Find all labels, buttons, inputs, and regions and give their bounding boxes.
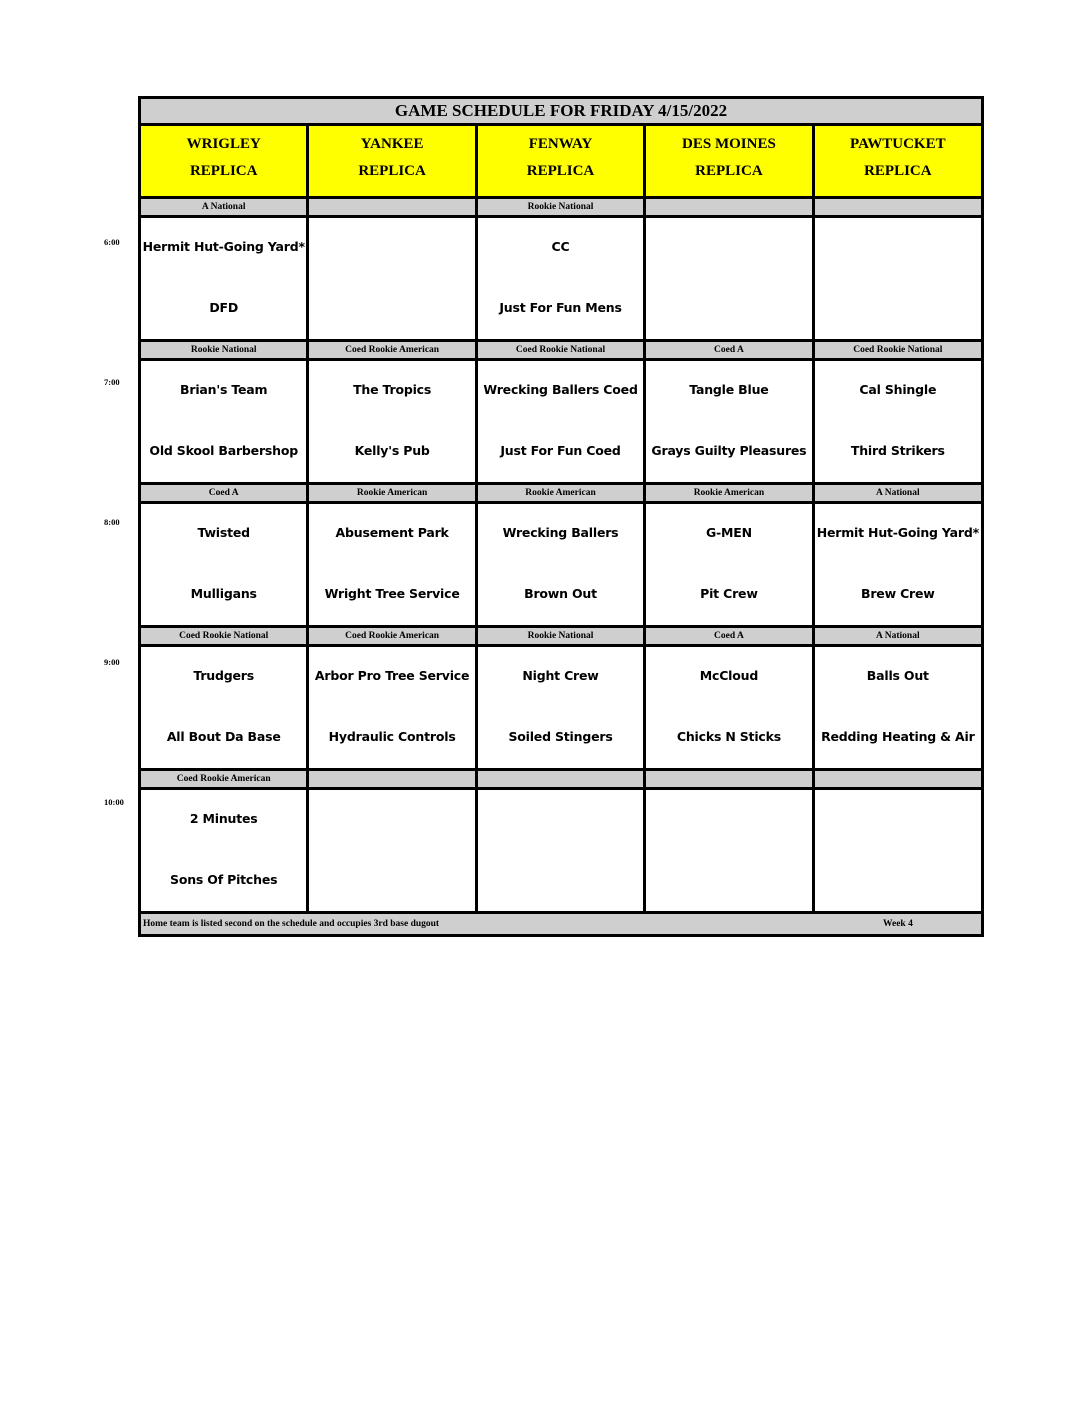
home-team: Just For Fun Mens (499, 300, 622, 315)
home-team: All Bout Da Base (166, 729, 281, 744)
home-team: Chicks N Sticks (676, 729, 781, 744)
time-label-6: 6:00 (104, 237, 120, 247)
away-team: Wrecking Ballers (502, 525, 619, 540)
division-label: Coed A (646, 628, 814, 644)
venue-header-row (141, 126, 981, 199)
venue-des-moines: DES MOINES REPLICA (646, 126, 814, 196)
division-label: Coed Rookie National (478, 342, 646, 358)
home-team: Old Skool Barbershop (149, 443, 298, 458)
home-team: DFD (209, 300, 239, 315)
home-team: Wright Tree Service (324, 586, 460, 601)
game-cell (815, 647, 981, 768)
division-label: Rookie National (478, 199, 646, 215)
away-team: Cal Shingle (859, 382, 937, 397)
division-label: Coed Rookie National (815, 342, 981, 358)
game-cell (815, 504, 981, 625)
time-label-7: 7:00 (104, 377, 120, 387)
game-cell (309, 218, 477, 339)
division-label: A National (815, 628, 981, 644)
game-cell (646, 647, 814, 768)
away-team: Hermit Hut-Going Yard* (142, 239, 305, 254)
game-cell (478, 647, 646, 768)
division-label (646, 771, 814, 787)
division-label (309, 199, 477, 215)
division-row (141, 628, 981, 647)
division-label (646, 199, 814, 215)
division-row (141, 485, 981, 504)
division-label: Coed Rookie American (141, 771, 309, 787)
game-row (141, 361, 981, 485)
venue-fenway: FENWAY REPLICA (478, 126, 646, 196)
week-label: Week 4 (883, 919, 913, 929)
away-team: 2 Minutes (189, 811, 258, 826)
away-team: Abusement Park (335, 525, 449, 540)
game-cell (478, 361, 646, 482)
division-label: Rookie American (646, 485, 814, 501)
home-team: Soiled Stingers (508, 729, 613, 744)
game-cell (141, 790, 309, 911)
home-team: Sons Of Pitches (170, 872, 278, 887)
schedule-table (138, 96, 984, 937)
game-cell (309, 647, 477, 768)
game-cell (815, 218, 981, 339)
division-label: Coed Rookie National (141, 628, 309, 644)
division-label (478, 771, 646, 787)
away-team: The Tropics (353, 382, 432, 397)
time-label-9: 9:00 (104, 657, 120, 667)
division-label (815, 199, 981, 215)
division-label: Rookie National (141, 342, 309, 358)
game-cell (478, 218, 646, 339)
away-team: CC (551, 239, 570, 254)
away-team: Tangle Blue (689, 382, 769, 397)
division-label: Coed A (141, 485, 309, 501)
away-team: Hermit Hut-Going Yard* (816, 525, 979, 540)
division-row (141, 771, 981, 790)
footer-bar (141, 914, 981, 934)
home-team: Grays Guilty Pleasures (651, 443, 807, 458)
game-cell (815, 790, 981, 911)
away-team: Brian's Team (180, 382, 268, 397)
away-team: Twisted (197, 525, 250, 540)
division-label: Coed A (646, 342, 814, 358)
game-row (141, 218, 981, 342)
game-cell (309, 361, 477, 482)
home-team: Brown Out (524, 586, 597, 601)
division-label: Coed Rookie American (309, 628, 477, 644)
away-team: Trudgers (193, 668, 254, 683)
time-label-10: 10:00 (104, 797, 124, 807)
home-team-note: Home team is listed second on the schedule and occupies 3rd base dugout (143, 919, 440, 929)
game-cell (309, 790, 477, 911)
game-cell (141, 361, 309, 482)
division-row (141, 199, 981, 218)
division-label: A National (141, 199, 309, 215)
away-team: Balls Out (866, 668, 929, 683)
home-team: Mulligans (190, 586, 257, 601)
venue-yankee: YANKEE REPLICA (309, 126, 477, 196)
game-cell (141, 218, 309, 339)
home-team: Just For Fun Coed (500, 443, 621, 458)
home-team: Hydraulic Controls (328, 729, 456, 744)
venue-wrigley: WRIGLEY REPLICA (141, 126, 309, 196)
game-cell (815, 361, 981, 482)
game-row (141, 504, 981, 628)
away-team: McCloud (699, 668, 759, 683)
away-team: Night Crew (522, 668, 599, 683)
schedule-title: GAME SCHEDULE FOR FRIDAY 4/15/2022 (141, 99, 981, 126)
game-row (141, 790, 981, 914)
game-cell (141, 647, 309, 768)
game-cell (646, 218, 814, 339)
home-team: Kelly's Pub (354, 443, 430, 458)
home-team: Brew Crew (861, 586, 935, 601)
time-label-8: 8:00 (104, 517, 120, 527)
home-team: Redding Heating & Air (821, 729, 975, 744)
game-cell (309, 504, 477, 625)
division-label (309, 771, 477, 787)
game-cell (141, 504, 309, 625)
division-label: Rookie American (478, 485, 646, 501)
division-label: A National (815, 485, 981, 501)
game-row (141, 647, 981, 771)
home-team: Third Strikers (850, 443, 945, 458)
home-team: Pit Crew (700, 586, 758, 601)
away-team: G-MEN (705, 525, 752, 540)
division-label: Rookie National (478, 628, 646, 644)
game-cell (646, 361, 814, 482)
away-team: Arbor Pro Tree Service (314, 668, 470, 683)
division-label: Rookie American (309, 485, 477, 501)
game-cell (646, 790, 814, 911)
division-label: Coed Rookie American (309, 342, 477, 358)
game-cell (478, 790, 646, 911)
venue-pawtucket: PAWTUCKET REPLICA (815, 126, 981, 196)
away-team: Wrecking Ballers Coed (483, 382, 638, 397)
game-cell (646, 504, 814, 625)
division-label (815, 771, 981, 787)
division-row (141, 342, 981, 361)
game-cell (478, 504, 646, 625)
